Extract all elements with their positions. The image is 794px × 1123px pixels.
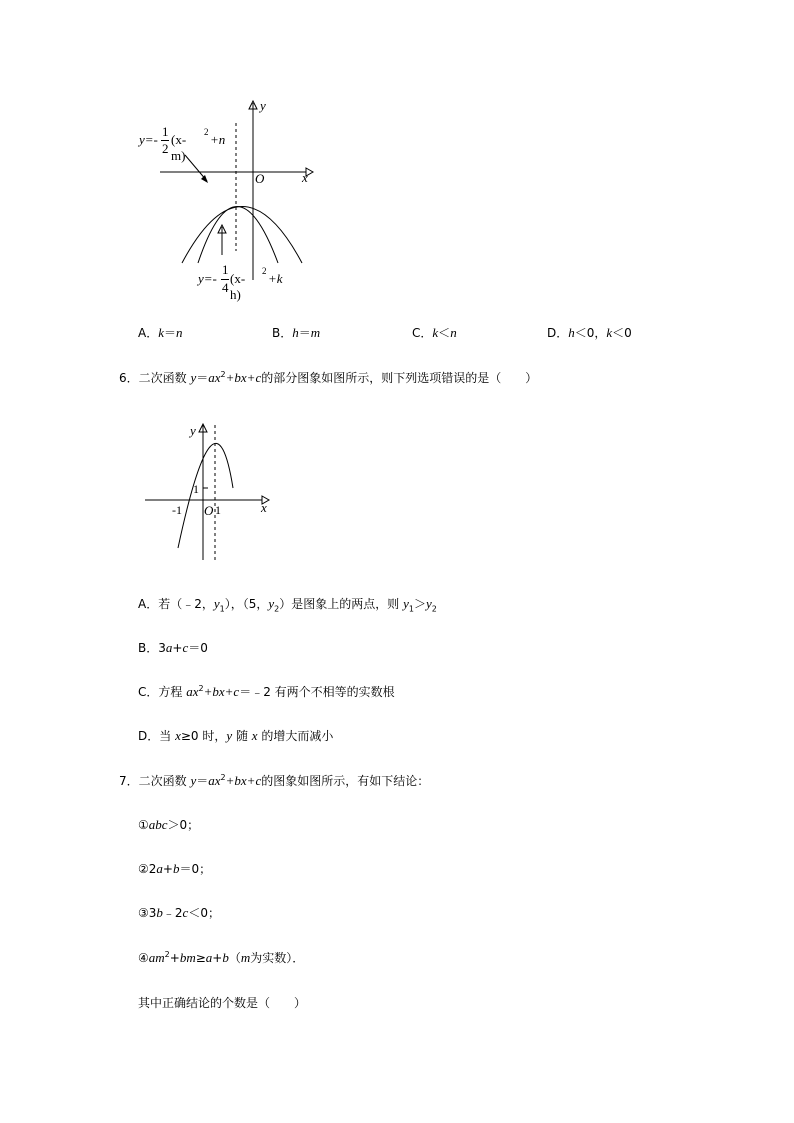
exponent: 2: [164, 950, 170, 959]
var-b: b: [172, 861, 180, 876]
text: ＝0: [188, 641, 208, 655]
label-arrow-top-head: [201, 175, 208, 183]
q6-fig-origin: O: [204, 503, 214, 518]
expr-abc: abc: [148, 817, 168, 832]
text: ＜0；: [188, 906, 220, 920]
op: ＜0: [612, 326, 632, 340]
subscript: 2: [274, 604, 280, 614]
var-y: y: [190, 370, 197, 385]
option-label: C．: [138, 685, 159, 699]
q6-figure: [140, 420, 280, 565]
q6-fig-tick-neg1x: -1: [172, 503, 182, 517]
q7-conclusion-2: [138, 861, 211, 877]
op: ＜0，: [574, 326, 607, 340]
var-n: n: [176, 325, 183, 340]
var-x: x: [251, 728, 258, 743]
circled-number: ①: [138, 818, 149, 832]
var-x: x: [175, 728, 181, 743]
term-ax: ax: [208, 773, 221, 788]
text: （: [228, 951, 241, 965]
op: ＞: [413, 597, 426, 611]
q6-fig-y-label: y: [190, 423, 196, 438]
var-k: k: [158, 325, 164, 340]
q6-fig-tick-1x: 1: [215, 503, 221, 517]
subscript: 1: [408, 604, 414, 614]
eq-bottom-den: 4: [222, 280, 229, 295]
option-label: B．: [138, 641, 159, 655]
var-y: y: [213, 596, 220, 611]
fig1-y-label: y: [260, 98, 266, 113]
eq-top-prefix: y=-: [139, 132, 158, 147]
text: ），（5，: [224, 597, 269, 611]
var-y: y: [268, 596, 275, 611]
text: ＞0；: [167, 818, 200, 832]
eq-bottom-body: (x-h): [230, 271, 246, 302]
var-h: h: [292, 325, 299, 340]
question-number: 7．: [119, 774, 139, 788]
term-rest: +bx+c: [225, 773, 262, 788]
var-m: m: [240, 950, 251, 965]
eq-top-tail: +n: [210, 132, 226, 147]
eq-top-den: 2: [162, 141, 169, 156]
q6-option-c[interactable]: [138, 684, 395, 700]
text: ＝0；: [179, 862, 212, 876]
text: 为实数）．: [250, 951, 305, 965]
var-y: y: [425, 596, 432, 611]
var-a: a: [156, 861, 163, 876]
subscript: 2: [431, 604, 437, 614]
op: +: [169, 951, 180, 965]
op: ＝: [196, 774, 209, 788]
q7-question: 其中正确结论的个数是（ ）: [138, 996, 307, 1010]
text: ）是图象上的两点，则: [279, 597, 404, 611]
text: ≥0 时，: [180, 729, 227, 743]
op: +: [162, 862, 173, 876]
eq-bottom-exp: 2: [262, 266, 267, 276]
op: ＝: [196, 371, 209, 385]
text: 的增大而减小: [257, 729, 334, 743]
q6-option-a[interactable]: [138, 596, 437, 612]
stem-text: 二次函数: [138, 371, 191, 385]
option-label: C．: [412, 326, 433, 340]
text: ＝﹣2 有两个不相等的实数根: [239, 685, 395, 699]
coef: 2: [148, 862, 157, 876]
q6-option-d[interactable]: [138, 728, 333, 744]
op: +: [172, 641, 183, 655]
subscript: 1: [219, 604, 225, 614]
text: ﹣2: [162, 906, 183, 920]
q7-conclusion-3: [138, 905, 220, 921]
text: 若（﹣2，: [158, 597, 214, 611]
eq-bottom-num: 1: [222, 262, 229, 277]
op: ＝: [164, 326, 177, 340]
var-b: b: [222, 950, 229, 965]
var-a: a: [165, 640, 173, 655]
q7-stem: [119, 773, 429, 789]
term-ax: ax: [208, 370, 221, 385]
term-ax: ax: [186, 684, 199, 699]
q7-conclusion-4: [138, 950, 304, 966]
text: 随: [232, 729, 252, 743]
parabola-lower: [182, 207, 302, 264]
q5-option-b[interactable]: [272, 325, 320, 341]
var-h: h: [568, 325, 575, 340]
op: +: [212, 951, 223, 965]
option-label: D．: [138, 729, 160, 743]
option-label: A．: [138, 326, 159, 340]
q5-option-d[interactable]: [547, 325, 632, 341]
var-k: k: [606, 325, 613, 340]
op: ＝: [298, 326, 311, 340]
question-number: 6．: [119, 371, 139, 385]
stem-text: 的部分图象如图所示，则下列选项错误的是（ ）: [261, 371, 538, 385]
circled-number: ③: [138, 906, 149, 920]
stem-text: 二次函数: [138, 774, 191, 788]
var-y: y: [403, 596, 409, 611]
q6-fig-x-label: x: [261, 500, 267, 515]
eq-top-num: 1: [162, 124, 169, 139]
exponent: 2: [220, 370, 226, 379]
coef: 3: [148, 906, 157, 920]
q5-option-c[interactable]: [412, 325, 457, 341]
option-label: B．: [272, 326, 293, 340]
q6-option-b[interactable]: [138, 640, 208, 656]
exponent: 2: [220, 773, 226, 782]
text: 方程: [158, 685, 187, 699]
option-label: A．: [138, 597, 159, 611]
q6-fig-tick-1y: 1: [193, 482, 199, 496]
var-c: c: [182, 640, 189, 655]
fig1-x-label: x: [302, 170, 308, 185]
var-y: y: [226, 728, 233, 743]
term-bm: bm: [179, 950, 196, 965]
eq-bottom-prefix: y=-: [198, 271, 217, 286]
q6-stem: [119, 370, 537, 386]
eq-bottom-tail: +k: [268, 271, 283, 286]
term-rest: +bx+c: [225, 370, 262, 385]
exponent: 2: [198, 684, 204, 693]
var-y: y: [190, 773, 197, 788]
fig1-origin-label: O: [255, 171, 265, 186]
var-m: m: [310, 325, 321, 340]
term-am: am: [148, 950, 165, 965]
var-a: a: [205, 950, 213, 965]
var-c: c: [182, 905, 189, 920]
eq-top-body: (x-m): [171, 132, 187, 163]
term-rest: +bx+c: [203, 684, 240, 699]
q5-option-a[interactable]: [138, 325, 183, 341]
var-n: n: [450, 325, 457, 340]
var-b: b: [156, 905, 163, 920]
coef: 3: [158, 641, 166, 655]
text: 当: [159, 729, 176, 743]
circled-number: ④: [138, 951, 149, 965]
circled-number: ②: [138, 862, 149, 876]
op: ＜: [438, 326, 451, 340]
option-label: D．: [547, 326, 569, 340]
op: ≥: [195, 951, 206, 965]
stem-text: 的图象如图所示，有如下结论：: [261, 774, 430, 788]
eq-top-exp: 2: [204, 127, 209, 137]
parabola: [178, 443, 233, 548]
var-k: k: [432, 325, 439, 340]
q7-conclusion-1: [138, 817, 199, 833]
